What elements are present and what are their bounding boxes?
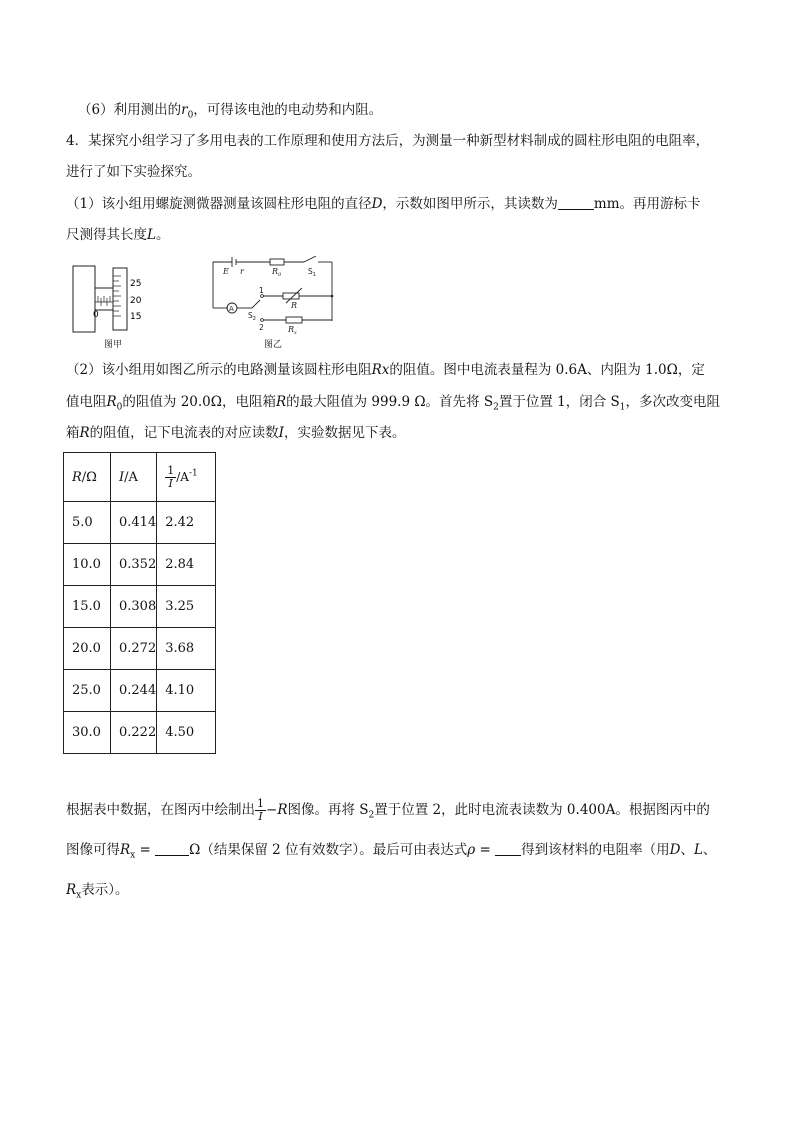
symbol-L: L xyxy=(693,842,703,858)
text: ，可得该电池的电动势和内阻。 xyxy=(193,102,383,118)
text: ，实验数据见下表。 xyxy=(284,425,406,441)
answer-blank-diameter[interactable] xyxy=(558,195,594,210)
text: 尺测得其长度 xyxy=(66,227,147,243)
figure-jia-caption: 图甲 xyxy=(104,340,123,350)
header-inverse-I: $\frac{1}{I}$ $/A^{-1}$ xyxy=(157,453,216,502)
tick-label: 20 xyxy=(130,296,142,306)
question-4-line-2 xyxy=(66,162,201,182)
text: 图像可得 xyxy=(66,842,120,858)
table-cell: 2.42 xyxy=(157,502,216,544)
part-1-line-1 xyxy=(66,194,701,214)
part-1-line-2 xyxy=(66,225,169,245)
part-2-line-6 xyxy=(66,880,129,900)
micrometer-figure xyxy=(70,262,170,336)
text: 值电阻 xyxy=(66,394,107,410)
fraction-1-over-I: $\frac{1}{I}$ xyxy=(257,797,264,823)
header-I: I/A xyxy=(111,453,157,502)
subscript: 1 xyxy=(619,402,626,413)
table-row xyxy=(64,628,216,670)
label-Rx: $R_x$ xyxy=(288,325,297,336)
table-cell: 4.10 xyxy=(157,670,216,712)
subscript: 2 xyxy=(368,810,375,821)
text: 进行了如下实验探究。 xyxy=(66,164,201,180)
subscript: 2 xyxy=(493,402,499,413)
symbol-R: R xyxy=(120,842,131,858)
table-cell: 5.0 xyxy=(64,502,111,544)
text: 的阻值，记下电流表的对应读数 xyxy=(89,425,279,441)
table-cell: 0.414 xyxy=(111,502,157,544)
table-cell: 0.222 xyxy=(111,712,157,754)
symbol-R: R xyxy=(275,394,287,410)
data-table xyxy=(63,452,216,754)
text: （2）该小组用如图乙所示的电路测量该圆柱形电阻 xyxy=(66,362,372,378)
text: （6）利用测出的 xyxy=(78,102,182,118)
symbol-R: R xyxy=(79,425,90,441)
text: Ω（结果保留 2 位有效数字）。最后可由表达式 xyxy=(189,842,468,858)
text: 置于位置 1，闭合 S xyxy=(498,394,620,410)
table-cell: 15.0 xyxy=(64,586,111,628)
table-cell: 30.0 xyxy=(64,712,111,754)
label-E: E xyxy=(223,267,229,276)
header-R: R/Ω xyxy=(64,453,111,502)
part-2-line-3 xyxy=(66,423,406,443)
subscript: x xyxy=(130,850,136,861)
symbol-R0: R xyxy=(106,394,117,410)
text: − xyxy=(266,802,278,818)
circuit-figure xyxy=(208,256,338,340)
table-cell: 0.308 xyxy=(111,586,157,628)
text: 、 xyxy=(680,842,694,858)
text: ，多次改变电阻 xyxy=(625,394,720,410)
question-4-line-1 xyxy=(66,131,709,151)
text: 根据表中数据，在图丙中绘制出 xyxy=(66,802,255,818)
text: （1）该小组用螺旋测微器测量该圆柱形电阻的直径 xyxy=(66,196,372,212)
label-pos1: 1 xyxy=(259,286,264,295)
part-2-line-1 xyxy=(66,360,705,380)
text: 箱 xyxy=(66,425,80,441)
table-cell: 3.68 xyxy=(157,628,216,670)
table-cell: 0.272 xyxy=(111,628,157,670)
label-pos2: 2 xyxy=(259,323,264,332)
table-cell: 0.352 xyxy=(111,544,157,586)
table-cell: 2.84 xyxy=(157,544,216,586)
symbol-Rx: Rx xyxy=(371,362,390,378)
text: = xyxy=(475,842,496,858)
table-cell: 3.25 xyxy=(157,586,216,628)
text: ，示数如图甲所示，其读数为 xyxy=(382,196,558,212)
text: 。 xyxy=(155,227,170,243)
table-cell: 20.0 xyxy=(64,628,111,670)
label-r: r xyxy=(240,267,244,276)
text: 4．某探究小组学习了多用电表的工作原理和使用方法后，为测量一种新型材料制成的圆柱形电阻的电阻率， xyxy=(66,133,710,149)
zero-label: 0 xyxy=(93,310,99,320)
symbol-L: L xyxy=(147,227,156,243)
text: 的最大阻值为 999.9 Ω。首先将 S xyxy=(286,394,494,410)
subscript: 0 xyxy=(187,110,194,121)
table-row xyxy=(64,544,216,586)
label-R0: $R_0$ xyxy=(272,267,282,278)
symbol-rho: ρ xyxy=(467,842,476,858)
symbol-D: D xyxy=(669,842,681,858)
table-cell: 10.0 xyxy=(64,544,111,586)
text-line-6 xyxy=(78,100,382,120)
subscript: 0 xyxy=(116,402,123,413)
table-row xyxy=(64,502,216,544)
subscript: x xyxy=(76,890,82,901)
text: 得到该材料的电阻率（用 xyxy=(521,842,670,858)
tick-label: 15 xyxy=(130,312,142,322)
symbol-R: R xyxy=(66,882,77,898)
text: 、 xyxy=(702,842,717,858)
text: 表示）。 xyxy=(81,882,129,898)
part-2-line-4 xyxy=(66,797,710,823)
part-2-line-2 xyxy=(66,392,720,412)
text: = xyxy=(135,842,156,858)
tick-label: 25 xyxy=(130,279,142,289)
table-cell: 4.50 xyxy=(157,712,216,754)
table-row xyxy=(64,712,216,754)
figure-yi-caption: 图乙 xyxy=(264,340,283,350)
label-R: R xyxy=(291,301,298,310)
part-2-line-5 xyxy=(66,840,716,860)
symbol-I: I xyxy=(278,425,285,441)
table-cell: 0.244 xyxy=(111,670,157,712)
symbol-R: R xyxy=(277,802,288,818)
symbol-D: D xyxy=(371,196,383,212)
table-header-row xyxy=(64,453,216,502)
text: mm。再用游标卡 xyxy=(593,196,701,212)
label-S1: $S_1$ xyxy=(308,267,316,278)
symbol-r: r xyxy=(181,102,188,118)
table-row xyxy=(64,586,216,628)
ammeter-label: A xyxy=(229,305,234,313)
text: 的阻值为 20.0Ω，电阻箱 xyxy=(122,394,276,410)
label-S2: $S_2$ xyxy=(248,311,256,322)
answer-blank-rho[interactable] xyxy=(495,841,521,856)
answer-blank-Rx[interactable] xyxy=(155,841,189,856)
table-cell: 25.0 xyxy=(64,670,111,712)
text: 置于位置 2，此时电流表读数为 0.400A。根据图丙中的 xyxy=(374,802,710,818)
text: 图像。再将 S xyxy=(287,802,369,818)
text: 的阻值。图中电流表量程为 0.6A、内阻为 1.0Ω，定 xyxy=(389,362,705,378)
table-row xyxy=(64,670,216,712)
